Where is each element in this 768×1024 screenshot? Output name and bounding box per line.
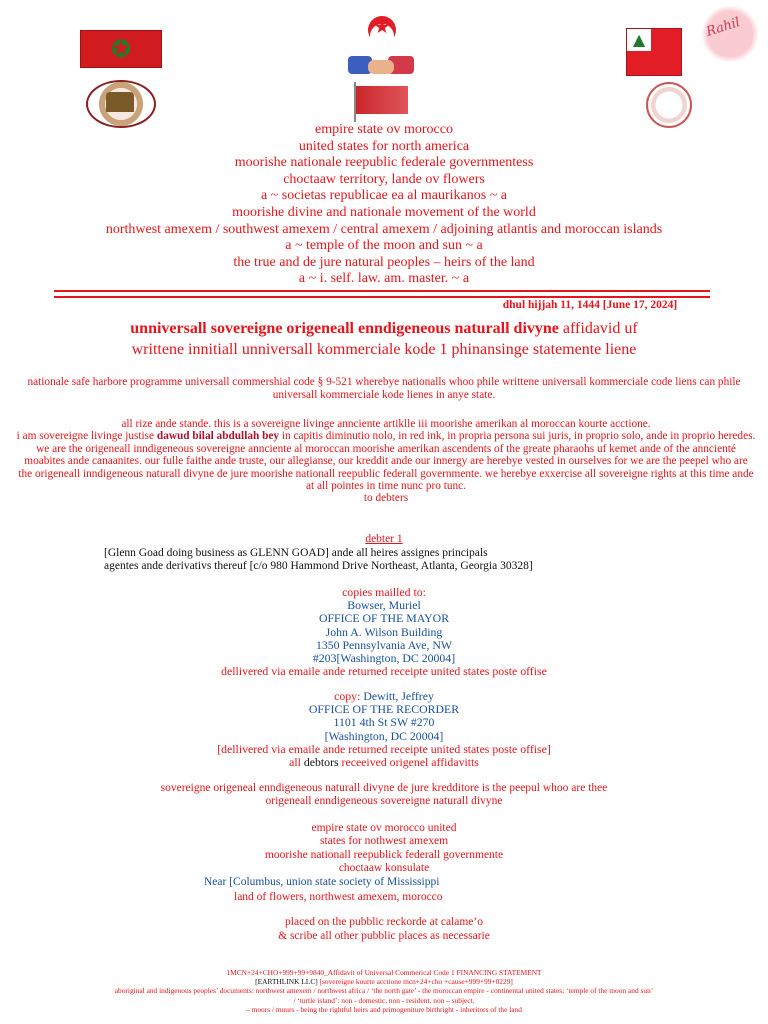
placed-line-2: & scribe all other pubblic places as necessarie xyxy=(278,929,490,942)
mayor-delivery: dellivered via emaile ande returned receipte united states poste offise xyxy=(221,664,547,679)
pentagram-star-icon: ✪ xyxy=(110,35,132,63)
mayor-name: Bowser, Muriel xyxy=(347,598,421,613)
seal-building-icon xyxy=(106,92,134,112)
header-line: the true and de jure natural peoples – heirs of the land xyxy=(233,254,535,270)
header-line: empire state ov morocco xyxy=(314,122,453,137)
mayor-building: John A. Wilson Building xyxy=(325,624,443,639)
document-footer xyxy=(0,968,768,1014)
handshake-icon xyxy=(348,54,416,80)
crescent-star-icon xyxy=(364,10,400,46)
debter-line-1: [Glenn Goad doing business as GLENN GOAD] ande all heires assignes principals xyxy=(104,546,488,559)
sovereign-line-1: sovereigne origeneal enndigeneous naturall divyne de jure kredditore is the peepul whoo are thee xyxy=(160,782,608,794)
header-line: northwest amexem / southwest amexem / central amexem / adjoining atlantis and moroccan islands xyxy=(105,221,663,237)
declaration-line-1: all rize ande stande. this is a sovereigne livinge annciente artiklle iii moorishe amerikan al moroccan kourte acctione. xyxy=(121,418,651,430)
declarant-name: dawud bilal abdullah bey xyxy=(156,430,280,443)
pine-tree-flag-icon xyxy=(626,28,682,76)
handwritten-signature: Rahil xyxy=(704,15,743,40)
signature-stamp xyxy=(700,6,760,62)
header-line: moorishe nationale reepublic federale governmentess xyxy=(234,155,534,171)
pine-tree-icon: ▲ xyxy=(632,30,646,49)
location-block xyxy=(0,875,768,904)
declaration-paragraph xyxy=(16,418,756,505)
header-line: choctaaw territory, lande ov flowers xyxy=(283,171,485,187)
received-all: all xyxy=(289,755,304,770)
footer-line-2 xyxy=(0,977,768,986)
sovereign-creditor-block xyxy=(0,782,768,809)
empire-address-block xyxy=(0,822,768,876)
header-line: moorishe divine and nationale movement of the world xyxy=(232,204,536,220)
placed-line-1: placed on the pubblic reckorde at calame’o xyxy=(285,916,483,928)
footer-line-4: / ‘turtle island’: non - domestic, non - resident, non – subject. xyxy=(293,995,475,1005)
header-line: a ~ societas republicae ea al maurikanos ~ a xyxy=(260,188,508,204)
footer-line-3: aboriginal and indigenous peoples’ documents: northwest amexem / northwest africa / ‘the north gate’ - the moroccan empire - continental united states; ‘temple of the moon and sun’ xyxy=(114,986,654,996)
recorder-office: OFFICE OF THE RECORDER xyxy=(308,702,460,717)
mayor-suite: #203[Washington, DC 20004] xyxy=(312,651,456,666)
footer-line-5: – moors / muurs - being the rightful heirs and primogeniture birthright - inheritors of the land xyxy=(246,1004,522,1014)
waving-flag-icon xyxy=(350,82,410,122)
recorder-street: 1101 4th St SW #270 xyxy=(333,715,435,730)
empire-line: choctaaw konsulate xyxy=(338,862,430,875)
title-line-2: writtene innitiall unniversall kommerciale kode 1 phinansinge statemente liene xyxy=(131,341,637,358)
safe-harbor-paragraph: nationale safe harbore programme universall commershial code § 9-521 wherebye nationalls whoo phile writtene universall kommerciale code liens can phile universall kommerciale kode lienes in anye state. xyxy=(27,376,741,402)
recorder-name: Dewitt, Jeffrey xyxy=(363,689,434,703)
emblem-seal-left-icon xyxy=(86,80,156,128)
placed-on-record-block xyxy=(0,916,768,944)
footer-kourte: [sovereigne kourte acctione mcn+24+cho +cause+999+99+0229] xyxy=(317,977,513,987)
title-line-1 xyxy=(0,318,768,339)
empire-line: states for nothwest amexem xyxy=(319,835,449,848)
near-line: Near [Columbus, union state society of Mississippi xyxy=(204,876,440,888)
header-line: a ~ temple of the moon and sun ~ a xyxy=(285,238,483,254)
declaration-pre-name: i am sovereigne livinge justise xyxy=(16,430,157,443)
land-line: land of flowers, northwest amexem, morocco xyxy=(234,890,443,903)
clasped-hands-icon xyxy=(368,60,394,74)
received-debtors: debtors xyxy=(303,755,339,770)
debter-line-2: agentes ande derivativs thereuf [c/o 980 Hammond Drive Northeast, Atlanta, Georgia 30328] xyxy=(104,560,533,572)
mayor-office: OFFICE OF THE MAYOR xyxy=(318,611,450,626)
received-line xyxy=(0,756,768,769)
debter-block xyxy=(0,533,768,574)
document-header xyxy=(0,122,768,288)
header-line: a ~ i. self. law. am. master. ~ a xyxy=(298,271,470,287)
document-title xyxy=(0,318,768,360)
copies-label: copies mailled to: xyxy=(342,585,426,599)
copy-label: copy: xyxy=(334,689,364,703)
debter-label: debter 1 xyxy=(365,533,403,545)
recorder-city: [Washington, DC 20004] xyxy=(324,728,444,743)
to-debters: to debters xyxy=(363,492,409,505)
footer-earthlink: [EARTHLINK LLC] xyxy=(255,977,318,987)
received-rest: receeived origenel affidavitts xyxy=(338,755,479,770)
divider-rule-top xyxy=(54,290,710,292)
empire-line: empire state ov morocco united xyxy=(311,822,457,834)
flag-cloth xyxy=(356,86,408,114)
footer-line-1: 1MCN+24+CHO+999+99+9840_Affidavit of Universal Commerical Code 1 FINANCING STATEMENT xyxy=(226,968,542,977)
morocco-flag-icon xyxy=(80,30,162,68)
recorder-delivery: [dellivered via emaile ande returned receipte united states poste offise] xyxy=(217,741,551,756)
empire-line: moorishe nationall reepublick federall governmente xyxy=(264,848,504,861)
title-bold: unniversall sovereigne origeneall enndigeneous naturall divyne xyxy=(130,320,559,337)
title-rest: affidavid uf xyxy=(558,320,638,337)
document-date: dhul hijjah 11, 1444 [June 17, 2024] xyxy=(502,299,678,311)
declaration-body xyxy=(16,430,756,492)
header-line: united states for north america xyxy=(298,138,470,154)
recorder-block xyxy=(0,690,768,769)
declaration-post-name: in capitis diminutio nolo, in red ink, in propria persona sui juris, in proprio solo, ande in proprio heredes. we are the origeneall inndigeneous sovereigne annciente al moroccan moorishe amerikan ascendents of the greate pharaohs uf kemet ande of the anncienté moabites ande canaanites. our fulle faithe ande truste, our allegianse, our kreddit ande our innergy are herebye vested in ourselves for we are the peepel who are the origeneall inndigeneous naturall divyne de jure moorishe nationall reepublic federall governmente. we herebye exxercise all sovereigne rights at this time ande at all pointes in time nunc pro tunc. xyxy=(18,430,756,493)
mayor-street: 1350 Pennsylvania Ave, NW xyxy=(315,637,453,652)
copies-mailed-block xyxy=(0,586,768,678)
sovereign-line-2: origeneall enndigeneous sovereigne naturall divyne xyxy=(265,795,503,808)
